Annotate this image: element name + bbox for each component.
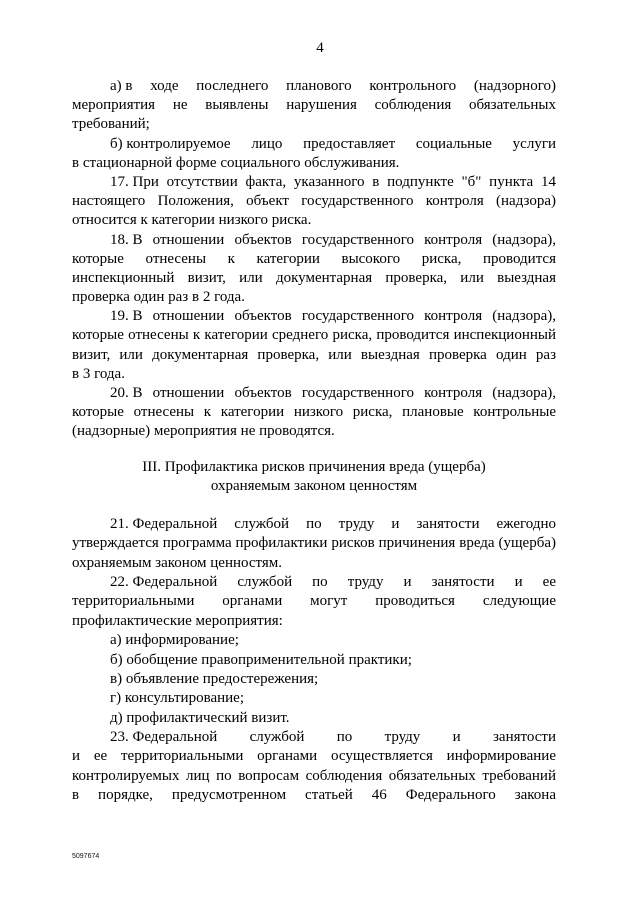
text-line: в) объявление предостережения; — [110, 670, 319, 687]
text-line: территориальными органами могут проводиться следующие — [72, 593, 556, 610]
text-line: 22. Федеральной службой по труду и занятости и ее — [110, 574, 556, 591]
section-heading-line: охраняемым законом ценностям — [210, 478, 418, 495]
text-line: 23. Федеральной службой по труду и занятости — [110, 728, 556, 745]
text-line: которые отнесены к категории высокого риска, проводится — [72, 250, 556, 267]
text-line: и ее территориальными органами осуществляется информирование — [72, 748, 556, 765]
text-line: охраняемым законом ценностям. — [72, 554, 283, 571]
document-id: 5097674 — [72, 853, 100, 860]
text-line: в стационарной форме социального обслуживания. — [72, 154, 400, 171]
section-heading — [72, 458, 556, 496]
text-line: д) профилактический визит. — [110, 709, 290, 726]
paragraph — [72, 77, 556, 135]
list-item — [72, 689, 556, 708]
text-line: б) контролируемое лицо предоставляет социальные услуги — [110, 135, 556, 152]
text-line: контролируемых лиц по вопросам соблюдения обязательных требований — [72, 767, 556, 784]
list-item — [72, 670, 556, 689]
paragraph — [72, 231, 556, 308]
text-line: г) консультирование; — [110, 690, 245, 707]
text-line: которые отнесены к категории среднего риска, проводится инспекционный — [72, 327, 556, 344]
text-line: 21. Федеральной службой по труду и занятости ежегодно — [110, 516, 556, 532]
paragraph — [72, 573, 556, 631]
text-line: требований; — [72, 116, 150, 133]
text-line: 17. При отсутствии факта, указанного в подпункте "б" пункта 14 — [110, 173, 556, 190]
paragraph — [72, 384, 556, 442]
text-line: 19. В отношении объектов государственного контроля (надзора), — [110, 308, 556, 325]
paragraph — [72, 307, 556, 384]
list-item — [72, 631, 556, 650]
text-line: а) в ходе последнего планового контрольного (надзорного) — [110, 78, 556, 94]
text-line: инспекционный визит, или документарная проверка, или выездная — [72, 269, 556, 286]
text-line: 20. В отношении объектов государственного контроля (надзора), — [110, 385, 556, 401]
text-line: профилактические мероприятия: — [72, 612, 283, 629]
paragraph — [72, 515, 556, 573]
text-line: проверка один раз в 2 года. — [72, 289, 245, 306]
text-line: утверждается программа профилактики рисков причинения вреда (ущерба) — [72, 535, 556, 552]
text-line: б) обобщение правоприменительной практики; — [110, 651, 412, 668]
text-line: которые отнесены к категории низкого риска, плановые контрольные — [72, 404, 556, 421]
paragraph — [72, 173, 556, 231]
list-item — [72, 651, 556, 670]
list-item — [72, 709, 556, 728]
paragraph — [72, 135, 556, 173]
text-line: относится к категории низкого риска. — [72, 212, 312, 229]
text-line: 18. В отношении объектов государственного контроля (надзора), — [110, 231, 556, 248]
text-line: в 3 года. — [72, 365, 125, 382]
paragraph — [72, 728, 556, 805]
document-body-bottom — [72, 515, 556, 805]
text-line: мероприятия не выявлены нарушения соблюдения обязательных — [72, 97, 556, 114]
text-line: в порядке, предусмотренном статьей 46 Федерального закона — [72, 787, 556, 804]
text-line: настоящего Положения, объект государственного контроля (надзора) — [72, 193, 556, 210]
document-body-top — [72, 77, 556, 442]
text-line: визит, или документарная проверка, или выездная проверка один раз — [72, 346, 556, 363]
section-heading-line: III. Профилактика рисков причинения вреда (ущерба) — [142, 459, 486, 475]
page-number: 4 — [316, 40, 324, 56]
text-line: (надзорные) мероприятия не проводятся. — [72, 423, 335, 440]
text-line: а) информирование; — [110, 632, 239, 649]
